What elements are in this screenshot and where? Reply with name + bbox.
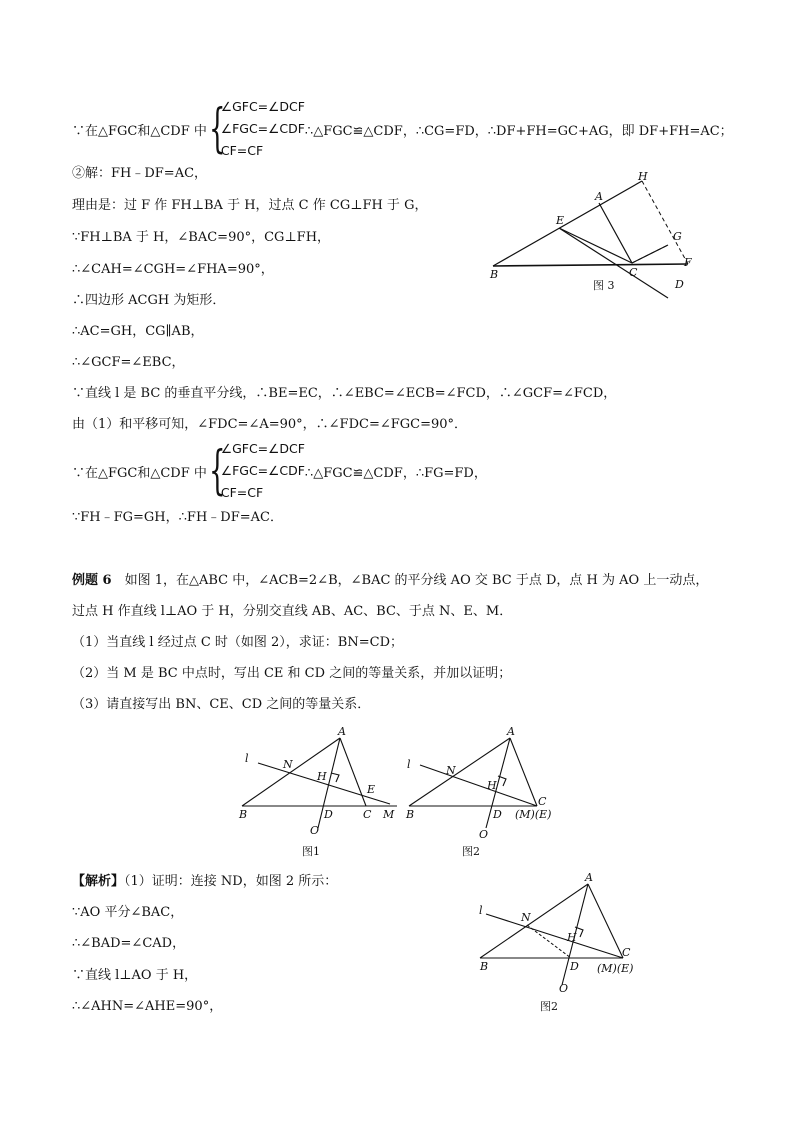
label-H: H — [638, 170, 648, 183]
text-line: ∵FH⊥BA 于 H，∠BAC=90°，CG⊥FH， — [72, 230, 331, 245]
system-lead: ∵在△FGC和△CDF 中 — [72, 465, 207, 481]
label-A: A — [585, 871, 593, 884]
caption: 图2 — [540, 1000, 558, 1013]
label-F: F — [684, 256, 692, 269]
label-l: l — [407, 758, 411, 771]
line-ND-dashed — [527, 925, 571, 958]
system-lead: ∵在△FGC和△CDF 中 — [72, 123, 207, 139]
line-EC — [559, 228, 632, 263]
label-A: A — [507, 725, 515, 738]
system-rows — [221, 96, 305, 162]
line-AC — [599, 203, 632, 263]
label-B: B — [490, 268, 499, 281]
label-C: C — [363, 808, 372, 821]
line-BH — [493, 181, 642, 266]
solution-label: 【解析】 — [72, 874, 125, 889]
label-H: H — [487, 779, 497, 792]
label-D: D — [570, 960, 579, 973]
line-AC — [588, 884, 623, 958]
example-stem-1: 如图 1，在△ABC 中，∠ACB=2∠B，∠BAC 的平分线 AO 交 BC 于点 D，点 H 为 AO 上一动点， — [111, 573, 709, 588]
line-BF — [493, 264, 688, 266]
caption: 图 3 — [593, 279, 615, 292]
example-stem-2: 过点 H 作直线 l⊥AO 于 H，分别交直线 AB、AC、BC、于点 N、E、M． — [72, 604, 513, 619]
congruence-system-2 — [72, 438, 487, 504]
figure-2-solution — [476, 870, 641, 1015]
example-label: 例题 6 — [72, 573, 112, 588]
label-D: D — [324, 808, 333, 821]
solution-line-3: ∴∠BAD=∠CAD， — [72, 936, 186, 951]
system-row: ∠FGC=∠CDF — [220, 121, 305, 136]
text-line: 理由是：过 F 作 FH⊥BA 于 H，过点 C 作 CG⊥FH 于 G， — [72, 198, 428, 213]
label-O: O — [559, 982, 569, 995]
solution-line-5: ∴∠AHN=∠AHE=90°， — [72, 999, 223, 1014]
text-line: ②解：FH﹣DF=AC， — [72, 166, 208, 181]
solution-text: （1）证明：连接 ND，如图 2 所示： — [124, 874, 338, 889]
caption: 图1 — [302, 845, 320, 858]
text-line: ∴∠CAH=∠CGH=∠FHA=90°， — [72, 262, 274, 277]
figure-3 — [480, 170, 710, 305]
label-M: M — [383, 808, 395, 821]
example-stem-line-1 — [72, 571, 708, 591]
label-E: E — [556, 214, 565, 227]
line-AC — [510, 738, 537, 806]
system-row: CF=CF — [220, 143, 264, 158]
system-tail: ∴△FGC≌△CDF，∴FG=FD， — [304, 465, 487, 481]
line-l — [486, 914, 623, 958]
text-line: ∴∠GCF=∠EBC， — [72, 355, 185, 370]
text-line: 由（1）和平移可知，∠FDC=∠A=90°，∴∠FDC=∠FGC=90°． — [72, 417, 468, 432]
text-line: ∵直线 l 是 BC 的垂直平分线，∴BE=EC，∴∠EBC=∠ECB=∠FCD，∴∠GCF=∠FCD， — [72, 386, 617, 401]
system-row: CF=CF — [220, 485, 264, 500]
label-C: C — [629, 266, 638, 279]
question-1: （1）当直线 l 经过点 C 时（如图 2），求证：BN=CD； — [72, 635, 403, 650]
congruence-system-1 — [72, 96, 733, 162]
label-N: N — [446, 764, 456, 777]
label-O: O — [310, 824, 320, 837]
system-row: ∠GFC=∠DCF — [220, 441, 305, 456]
label-E: E — [367, 783, 376, 796]
label-C: C — [622, 946, 631, 959]
label-B: B — [406, 808, 415, 821]
solution-line-2: ∵AO 平分∠BAC， — [72, 905, 184, 920]
label-N: N — [283, 758, 293, 771]
figure-1 — [236, 726, 406, 858]
system-row: ∠FGC=∠CDF — [220, 463, 305, 478]
text-line: ∵FH﹣FG=GH，∴FH﹣DF=AC． — [72, 510, 283, 525]
line-HF-dashed — [642, 181, 688, 264]
text-line: ∴AC=GH，CG∥AB， — [72, 324, 204, 339]
label-N: N — [521, 911, 531, 924]
label-D: D — [675, 278, 684, 291]
label-C: C — [538, 795, 547, 808]
label-l: l — [245, 752, 249, 765]
label-H: H — [567, 931, 577, 944]
question-2: （2）当 M 是 BC 中点时，写出 CE 和 CD 之间的等量关系，并加以证明； — [72, 666, 512, 681]
solution-line-1 — [72, 872, 337, 892]
line-CG — [632, 245, 668, 263]
label-O: O — [479, 828, 489, 841]
figure-2 — [403, 726, 563, 861]
system-rows — [221, 438, 305, 504]
label-D: D — [493, 808, 502, 821]
left-brace: { — [208, 441, 226, 501]
label-ME: (M)(E) — [515, 808, 552, 821]
label-B: B — [480, 960, 489, 973]
system-tail: ∴△FGC≌△CDF，∴CG=FD，∴DF+FH=GC+AG，即 DF+FH=AC； — [304, 123, 733, 139]
label-A: A — [338, 725, 346, 738]
label-B: B — [239, 808, 248, 821]
label-l: l — [479, 904, 483, 917]
line-l — [420, 765, 537, 806]
label-G: G — [673, 230, 682, 243]
solution-line-4: ∵直线 l⊥AO 于 H， — [72, 968, 198, 983]
left-brace: { — [208, 99, 226, 159]
caption: 图2 — [462, 845, 480, 858]
label-A: A — [595, 190, 603, 203]
right-angle-mark — [331, 773, 339, 782]
text-line: ∴四边形 ACGH 为矩形． — [72, 293, 226, 308]
label-H: H — [317, 770, 327, 783]
question-3: （3）请直接写出 BN、CE、CD 之间的等量关系． — [72, 697, 371, 712]
label-ME: (M)(E) — [597, 962, 634, 975]
system-row: ∠GFC=∠DCF — [220, 99, 305, 114]
